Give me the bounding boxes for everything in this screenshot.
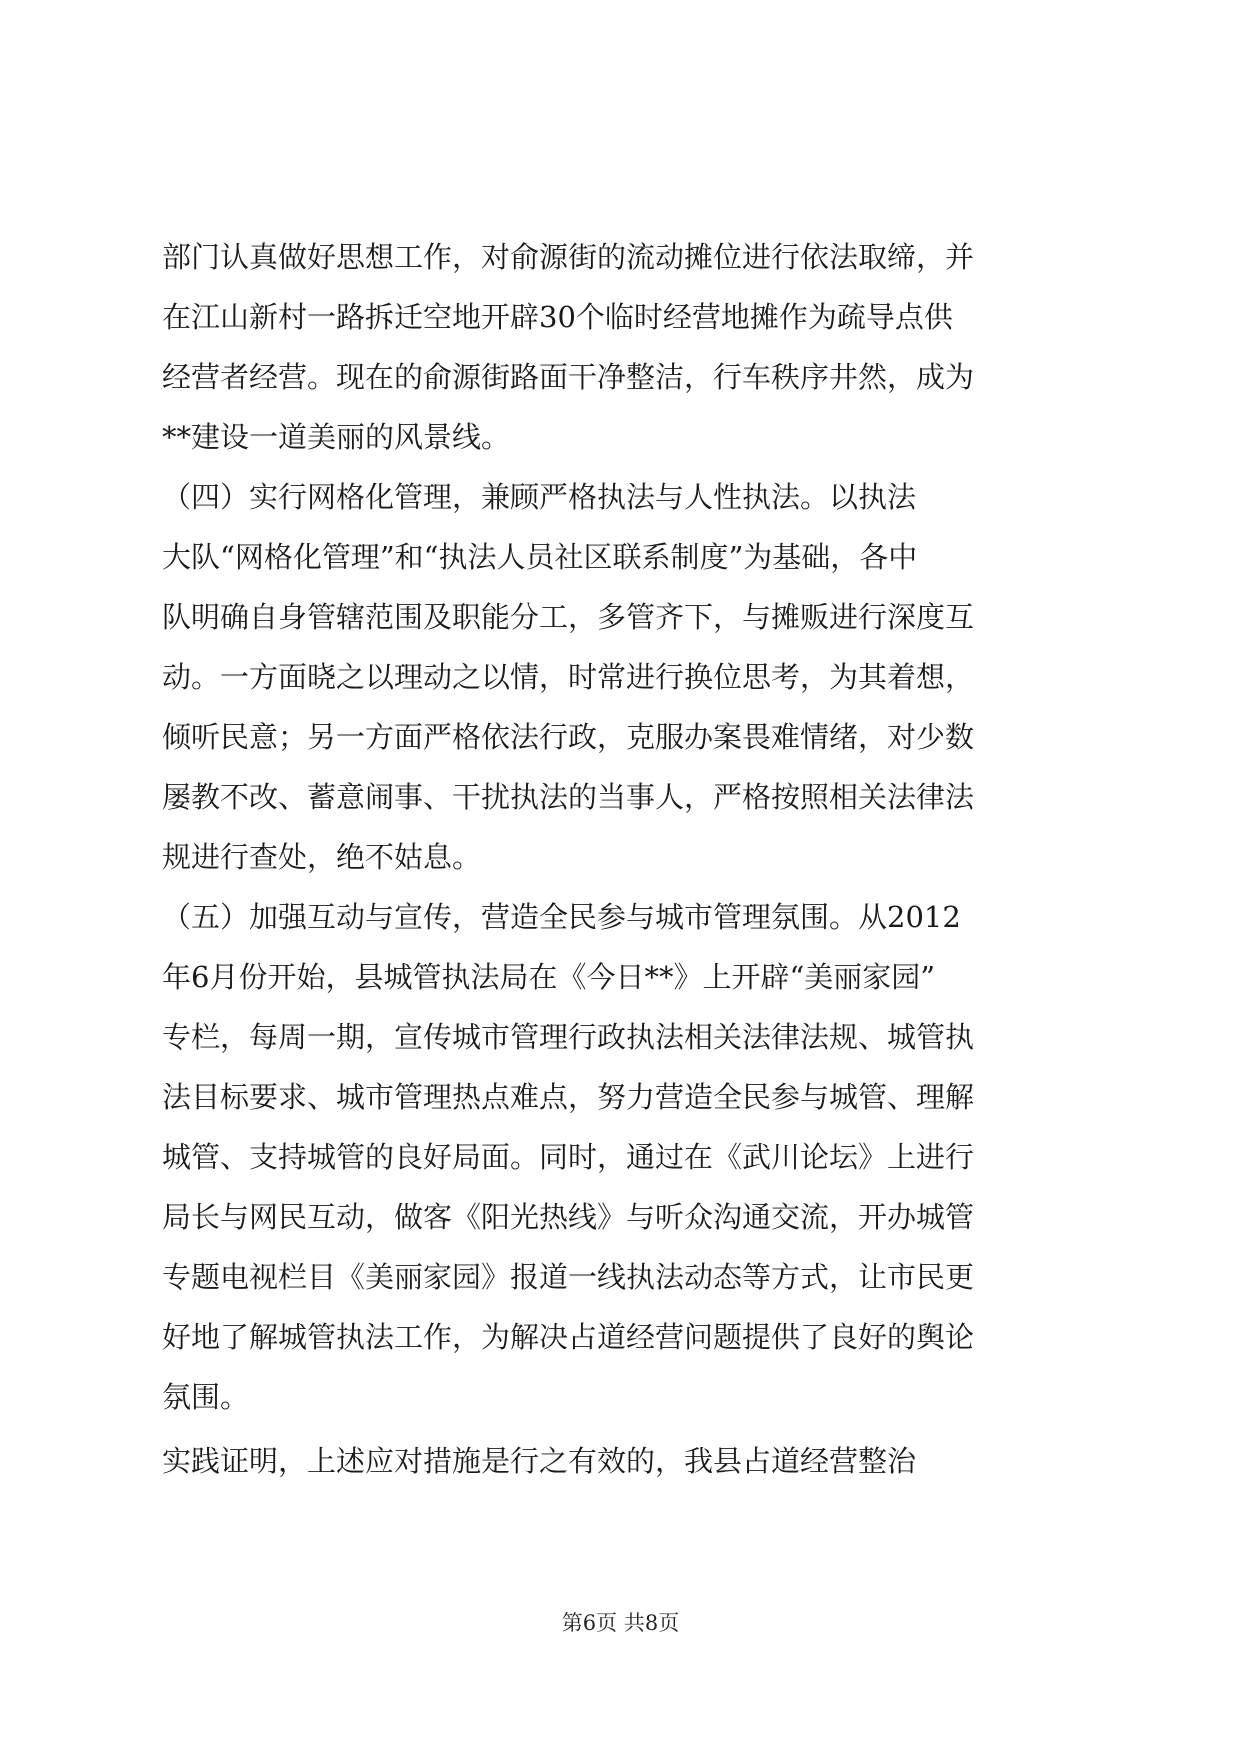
text-line: 在江山新村一路拆迁空地开辟30个临时经营地摊作为疏导点供	[162, 300, 953, 334]
text-line: 队明确自身管辖范围及职能分工，多管齐下，与摊贩进行深度互	[162, 600, 975, 634]
text-line: 法目标要求、城市管理热点难点，努力营造全民参与城管、理解	[162, 1080, 975, 1114]
body-text	[162, 227, 1082, 1491]
text-line: 部门认真做好思想工作，对俞源街的流动摊位进行依法取缔，并	[162, 240, 975, 274]
text-line: 专栏，每周一期，宣传城市管理行政执法相关法律法规、城管执	[162, 1020, 975, 1054]
text-line: **建设一道美丽的风景线。	[162, 420, 511, 454]
text-line: 动。一方面晓之以理动之以情，时常进行换位思考，为其着想，	[162, 660, 975, 694]
text-line: 屡教不改、蓄意闹事、干扰执法的当事人，严格按照相关法律法	[162, 780, 975, 814]
text-line: 年6月份开始，县城管执法局在《今日**》上开辟“美丽家园”	[162, 960, 936, 994]
text-line: 氛围。	[162, 1380, 250, 1414]
text-line: 好地了解城管执法工作，为解决占道经营问题提供了良好的舆论	[162, 1320, 975, 1354]
text-line: 倾听民意；另一方面严格依法行政，克服办案畏难情绪，对少数	[162, 720, 975, 754]
text-line: 实践证明，上述应对措施是行之有效的，我县占道经营整治	[162, 1444, 917, 1478]
text-line: 城管、支持城管的良好局面。同时，通过在《武川论坛》上进行	[162, 1140, 975, 1174]
text-line: 专题电视栏目《美丽家园》报道一线执法动态等方式，让市民更	[162, 1260, 975, 1294]
page-number: 第6页 共8页	[561, 1611, 680, 1635]
text-line: （四）实行网格化管理，兼顾严格执法与人性执法。以执法	[162, 480, 917, 514]
text-line: （五）加强互动与宣传，营造全民参与城市管理氛围。从2012	[162, 900, 961, 934]
text-line: 规进行查处，绝不姑息。	[162, 840, 482, 874]
text-line: 经营者经营。现在的俞源街路面干净整洁，行车秩序井然，成为	[162, 360, 975, 394]
text-line: 大队“网格化管理”和“执法人员社区联系制度”为基础，各中	[162, 540, 918, 574]
text-line: 局长与网民互动，做客《阳光热线》与听众沟通交流，开办城管	[162, 1200, 975, 1234]
